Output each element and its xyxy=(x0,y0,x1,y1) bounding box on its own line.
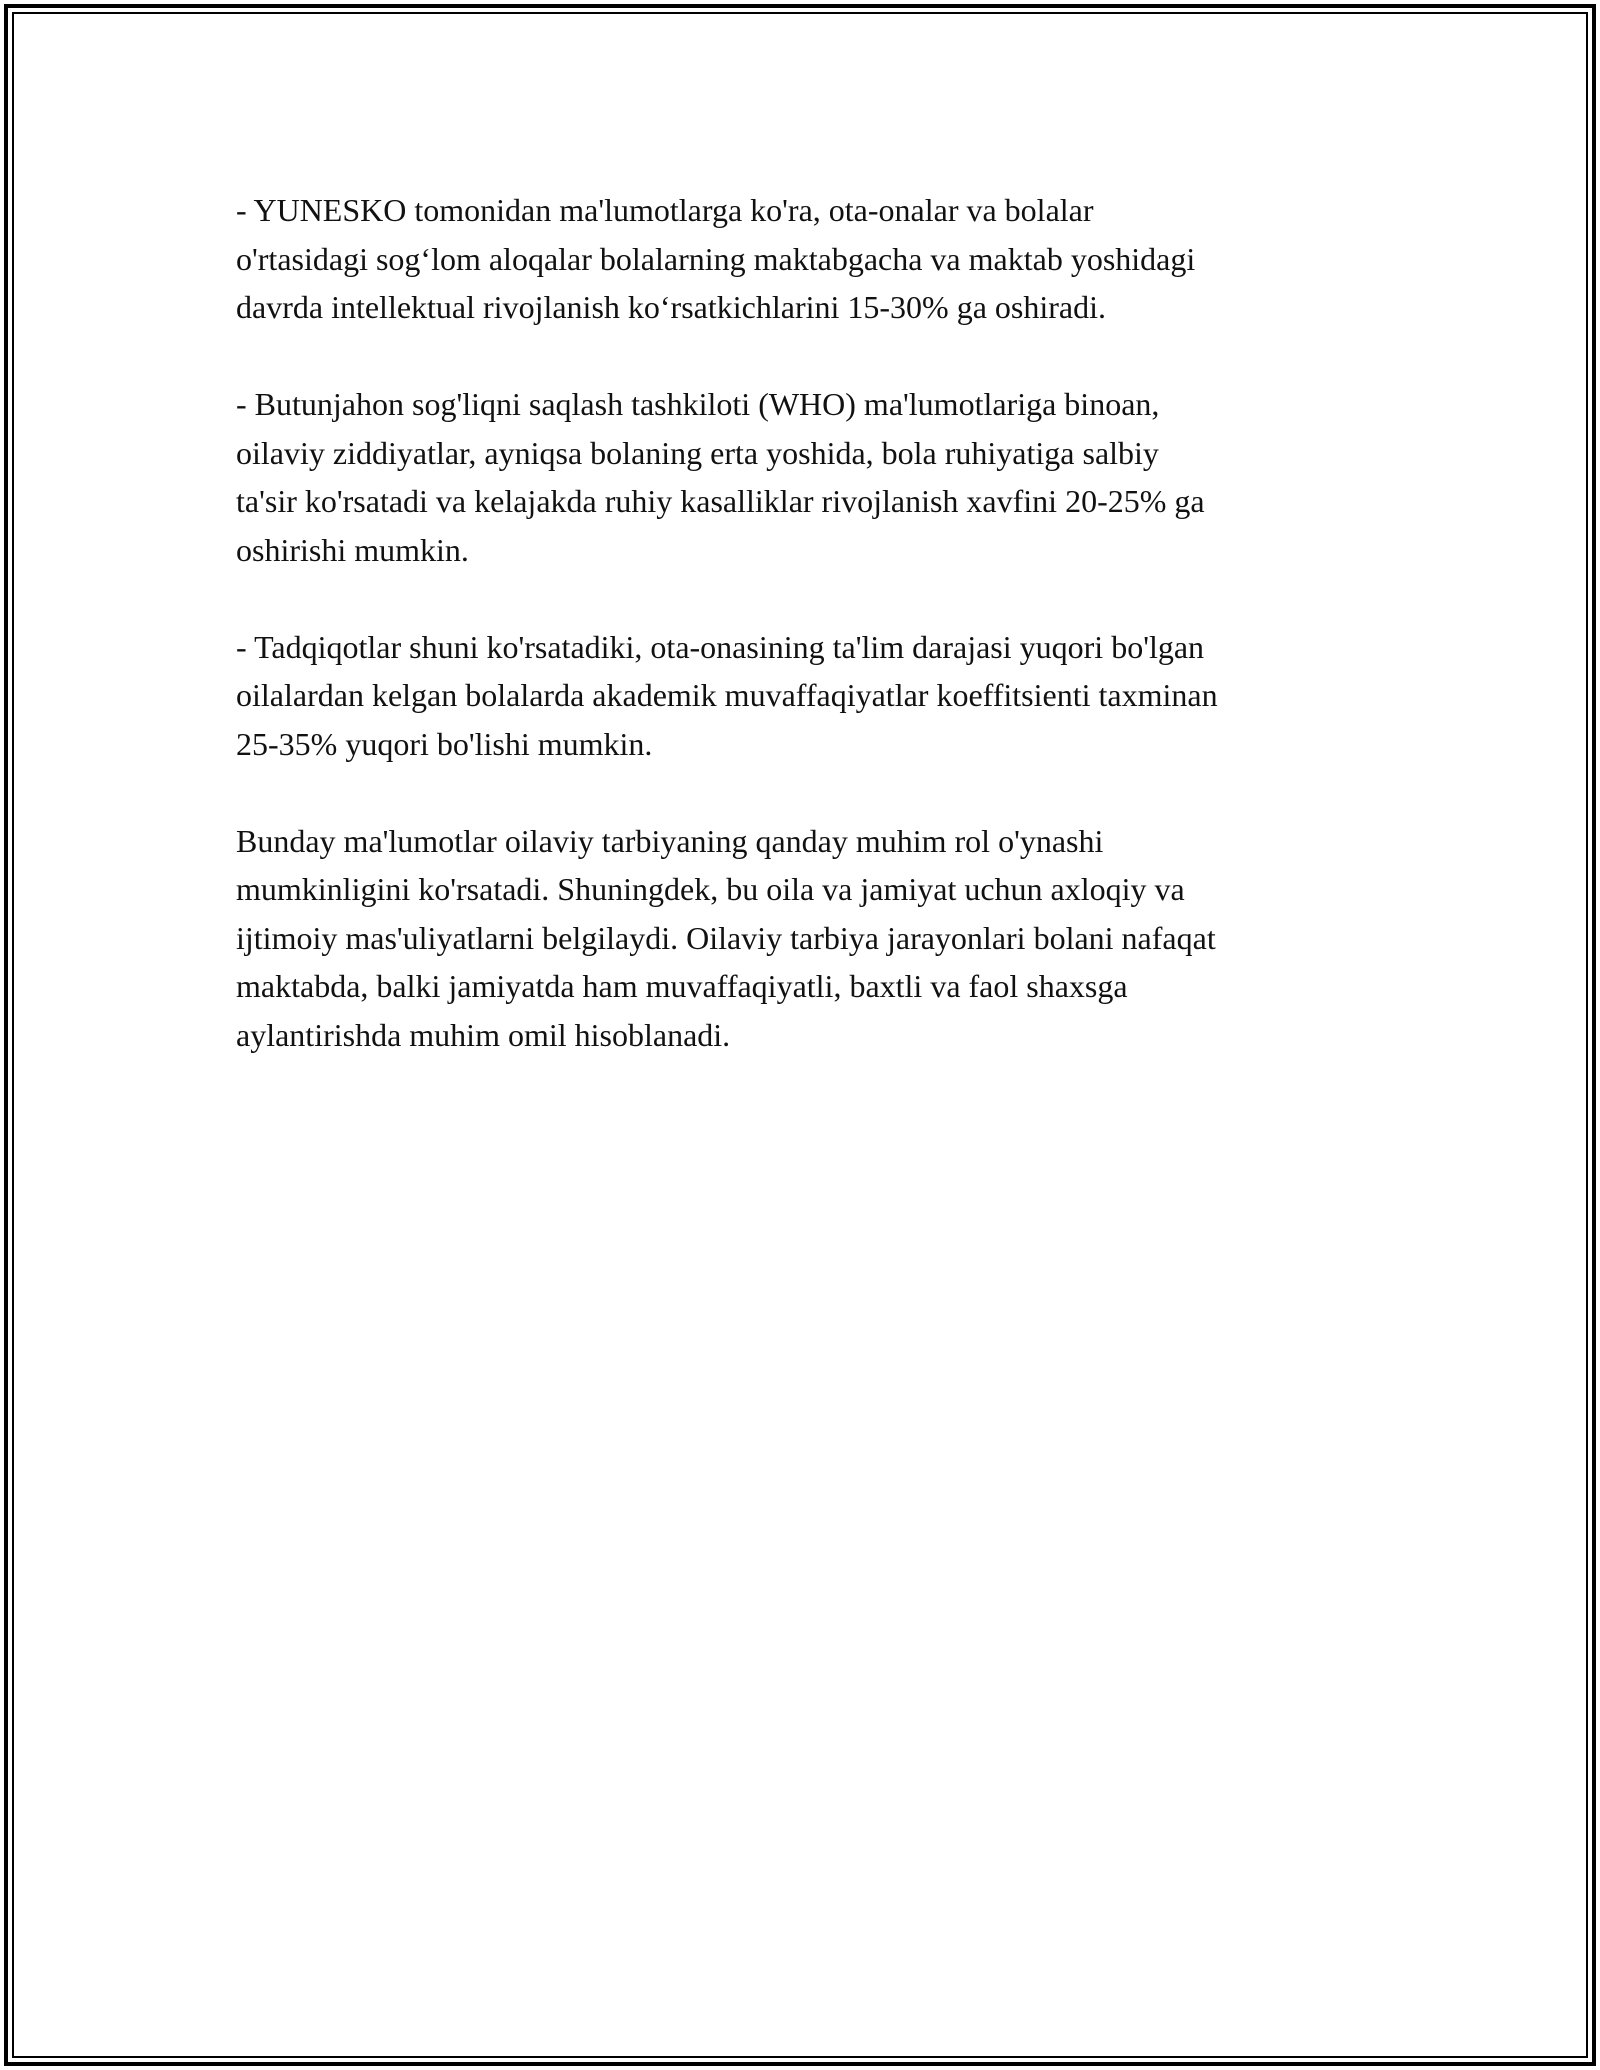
paragraph-research xyxy=(236,623,1396,769)
text-line: davrda intellektual rivojlanish ko‘rsatkichlarini 15-30% ga oshiradi. xyxy=(236,289,1106,325)
text-line: - YUNESKO tomonidan ma'lumotlarga ko'ra, ota-onalar va bolalar xyxy=(236,192,1094,228)
text-line: oilaviy ziddiyatlar, ayniqsa bolaning erta yoshida, bola ruhiyatiga salbiy xyxy=(236,434,1159,471)
text-line: aylantirishda muhim omil hisoblanadi. xyxy=(236,1016,731,1053)
document-body xyxy=(236,186,1396,1108)
text-line: mumkinligini ko'rsatadi. Shuningdek, bu oila va jamiyat uchun axloqiy va xyxy=(236,871,1185,907)
text-line: - Butunjahon sog'liqni saqlash tashkiloti (WHO) ma'lumotlariga binoan, xyxy=(236,386,1160,422)
text-line: 25-35% yuqori bo'lishi mumkin. xyxy=(236,725,653,762)
text-line: maktabda, balki jamiyatda ham muvaffaqiyatli, baxtli va faol shaxsga xyxy=(236,968,1128,1004)
paragraph-who xyxy=(236,380,1396,574)
paragraph-unesco xyxy=(236,186,1396,332)
paragraph-conclusion xyxy=(236,817,1396,1060)
text-line: oilalardan kelgan bolalarda akademik muvaffaqiyatlar koeffitsienti taxminan xyxy=(236,677,1218,713)
text-line: - Tadqiqotlar shuni ko'rsatadiki, ota-onasining ta'lim darajasi yuqori bo'lgan xyxy=(236,628,1205,665)
text-line: ijtimoiy mas'uliyatlarni belgilaydi. Oilaviy tarbiya jarayonlari bolani nafaqat xyxy=(236,919,1216,956)
text-line: Bunday ma'lumotlar oilaviy tarbiyaning qanday muhim rol o'ynashi xyxy=(236,822,1104,859)
text-line: oshirishi mumkin. xyxy=(236,531,469,568)
text-line: ta'sir ko'rsatadi va kelajakda ruhiy kasalliklar rivojlanish xavfini 20-25% ga xyxy=(236,483,1205,519)
text-line: o'rtasidagi sog‘lom aloqalar bolalarning maktabgacha va maktab yoshidagi xyxy=(236,240,1196,277)
